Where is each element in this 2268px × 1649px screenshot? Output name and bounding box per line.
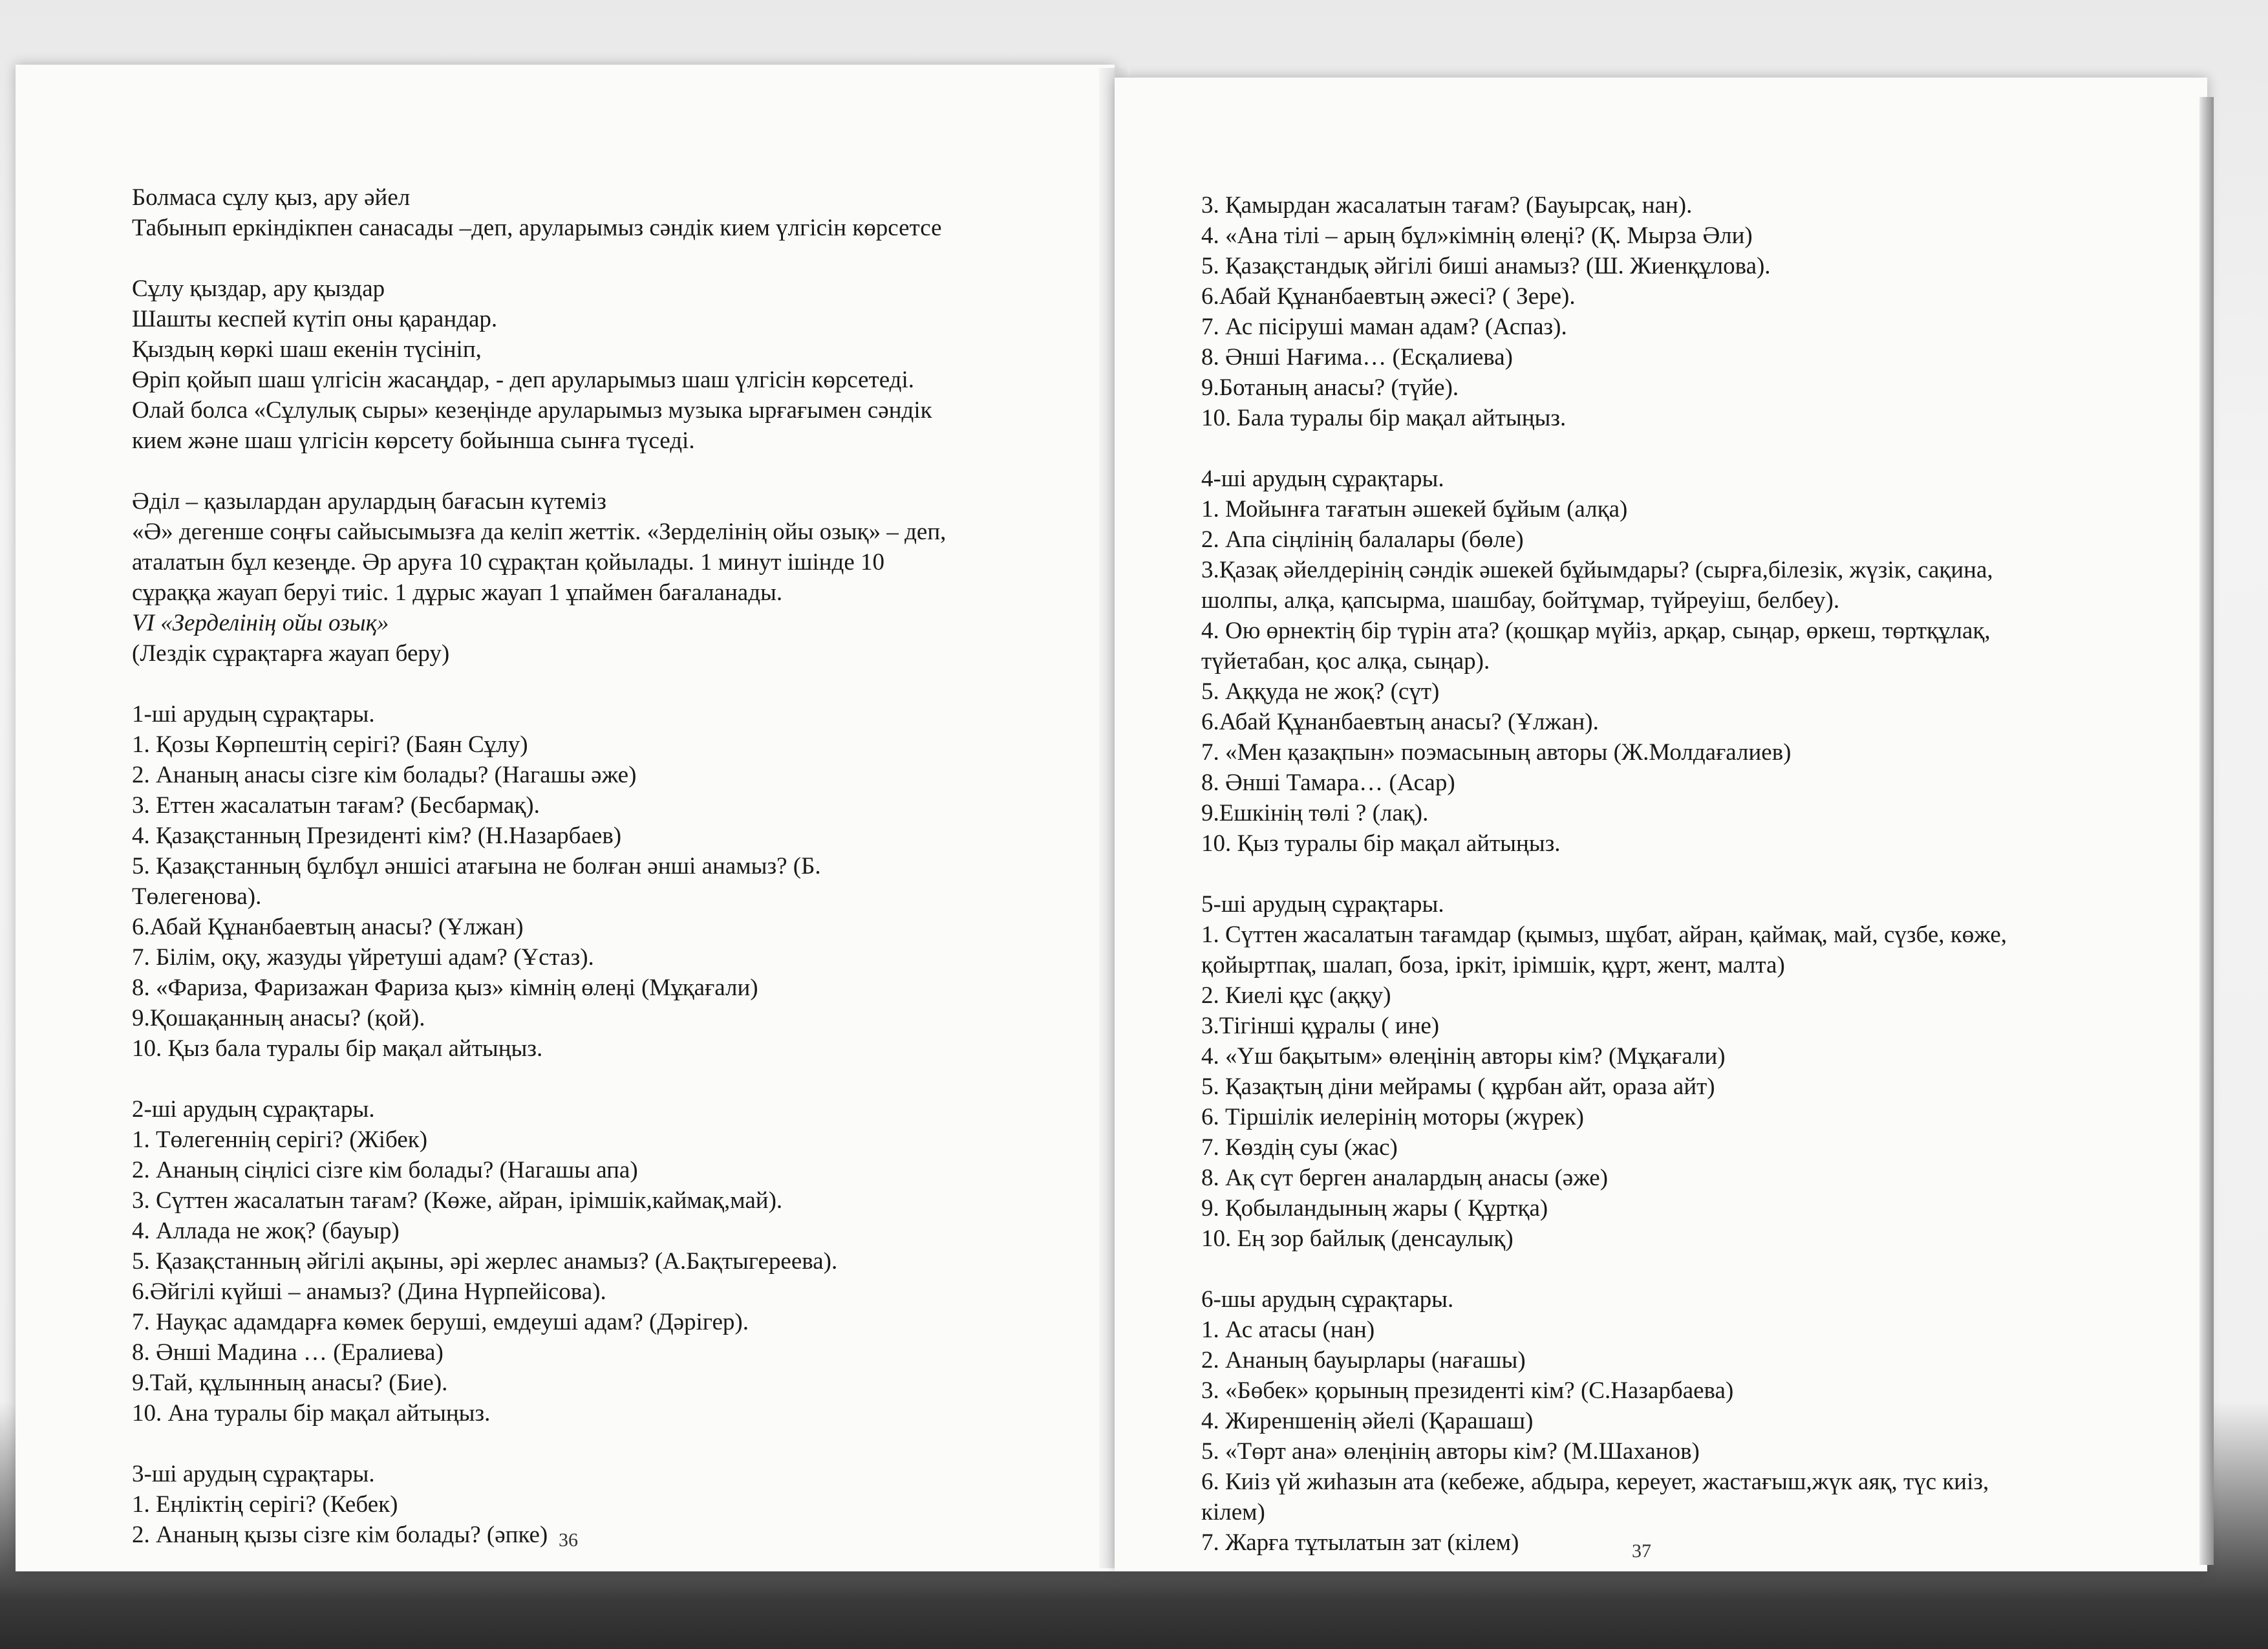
text-line: Өріп қойып шаш үлгісін жасаңдар, - деп аруларымыз шаш үлгісін көрсетеді.: [132, 367, 915, 393]
blank-line: [132, 456, 946, 486]
text-line: Олай болса «Сұлулық сыры» кезеңінде аруларымыз музыка ырғағымен сәндік: [132, 397, 932, 424]
blank-line: [1201, 859, 2007, 889]
text-line: 1. Ас атасы (нан): [1201, 1317, 1375, 1343]
text-line: 8. Әнші Тамара… (Асар): [1201, 770, 1455, 796]
text-line: кілем): [1201, 1499, 1265, 1525]
text-line: 10. Ең зор байлық (денсаулық): [1201, 1225, 1514, 1252]
text-line: 4. «Ана тілі – арың бұл»кімнің өлеңі? (Қ. Мырза Әли): [1201, 222, 1753, 249]
text-line: 2. Ананың қызы сізге кім болады? (әпке): [132, 1522, 548, 1548]
text-line: шолпы, алқа, қапсырма, шашбау, бойтұмар, түйреуіш, белбеу).: [1201, 587, 1840, 614]
text-line: аталатын бұл кезеңде. Әр аруға 10 сұрақтан қойылады. 1 минут ішінде 10: [132, 549, 885, 576]
text-line: «Ә» дегенше соңғы сайысымызға да келіп жеттік. «Зерделінің ойы озық» – деп,: [132, 519, 947, 545]
text-line: 3. Қамырдан жасалатын тағам? (Бауырсақ, нан).: [1201, 192, 1693, 219]
text-line: 1. Төлегеннің серігі? (Жібек): [132, 1126, 428, 1153]
right-page-number: 37: [1632, 1540, 1651, 1562]
text-line: 7. Науқас адамдарға көмек беруші, емдеуші адам? (Дәрігер).: [132, 1309, 749, 1335]
text-line: 10. Қыз туралы бір мақал айтыңыз.: [1201, 830, 1561, 857]
text-line: 1. Сүттен жасалатын тағамдар (қымыз, шұбат, айран, қаймақ, май, сүзбе, көже,: [1201, 921, 2007, 948]
text-line: Сұлу қыздар, ару қыздар: [132, 275, 385, 302]
left-page-text: [132, 182, 946, 1550]
text-line: 5-ші арудың сұрақтары.: [1201, 891, 1444, 918]
text-line: 5. «Төрт ана» өлеңінің авторы кім? (М.Шаханов): [1201, 1438, 1700, 1465]
text-line: қойыртпақ, шалап, боза, іркіт, ірімшік, құрт, жент, малта): [1201, 952, 1785, 978]
text-line: (Лездік сұрақтарға жауап беру): [132, 640, 450, 667]
text-line: 7. Көздің суы (жас): [1201, 1134, 1398, 1161]
text-line: 10. Қыз бала туралы бір мақал айтыңыз.: [132, 1035, 543, 1062]
text-line: 5. Аққуда не жоқ? (сүт): [1201, 678, 1440, 705]
text-line: 4-ші арудың сұрақтары.: [1201, 466, 1444, 492]
text-line: Қыздың көркі шаш екенін түсініп,: [132, 336, 482, 363]
text-line: 8. Әнші Нағима… (Есқалиева): [1201, 344, 1513, 371]
text-line: 4. Ою өрнектің бір түрін ата? (қошқар мүйіз, арқар, сыңар, өркеш, төртқұлақ,: [1201, 618, 1991, 644]
text-line: 8. Әнші Мадина … (Ералиева): [132, 1339, 444, 1366]
text-line: 9. Қобыландының жары ( Құртқа): [1201, 1195, 1548, 1222]
blank-line: [1201, 433, 2007, 464]
blank-line: [132, 243, 946, 274]
text-line: 3-ші арудың сұрақтары.: [132, 1461, 375, 1487]
text-line: Болмаса сұлу қыз, ару әйел: [132, 184, 411, 211]
right-page-text: [1201, 190, 2007, 1558]
text-line: 3.Тігінші құралы ( ине): [1201, 1013, 1440, 1039]
left-page-number: 36: [559, 1529, 578, 1551]
text-line: 2. Ананың сіңлісі сізге кім болады? (Нагашы апа): [132, 1157, 638, 1183]
blank-line: [132, 669, 946, 699]
text-line: 9.Қошақанның анасы? (қой).: [132, 1005, 425, 1031]
text-line: Төлегенова).: [132, 883, 262, 910]
text-line: 6.Әйгілі күйші – анамыз? (Дина Нүрпейісова).: [132, 1278, 606, 1305]
left-page: [16, 65, 1115, 1571]
text-line: 8. «Фариза, Фаризажан Фариза қыз» кімнің өлеңі (Мұқағали): [132, 975, 758, 1001]
text-line: 4. Қазақстанның Президенті кім? (Н.Назарбаев): [132, 823, 622, 849]
blank-line: [132, 1428, 946, 1459]
text-line: VI «Зерделінің ойы озық»: [132, 610, 389, 636]
text-line: 2. Ананың бауырлары (нағашы): [1201, 1347, 1526, 1374]
text-line: 7. Білім, оқу, жазуды үйретуші адам? (Ұстаз).: [132, 944, 594, 971]
text-line: 1. Мойынға тағатын әшекей бұйым (алқа): [1201, 496, 1628, 523]
text-line: 7. Жарға тұтылатын зат (кілем): [1201, 1529, 1519, 1556]
text-line: түйетабан, қос алқа, сыңар).: [1201, 648, 1490, 674]
text-line: 6.Абай Құнанбаевтың анасы? (Ұлжан).: [1201, 709, 1599, 735]
page-edge-stack: [2199, 97, 2214, 1565]
text-line: 10. Ана туралы бір мақал айтыңыз.: [132, 1400, 491, 1427]
text-line: 2-ші арудың сұрақтары.: [132, 1096, 375, 1123]
blank-line: [1201, 1254, 2007, 1284]
text-line: 3.Қазақ әйелдерінің сәндік әшекей бұйымдары? (сырға,білезік, жүзік, сақина,: [1201, 557, 1993, 583]
text-line: Табынып еркіндікпен санасады –деп, аруларымыз сәндік кием үлгісін көрсетсе: [132, 215, 942, 241]
text-line: 5. Қазақстанның әйгілі ақыны, әрі жерлес анамыз? (А.Бақтыгереева).: [132, 1248, 838, 1275]
text-line: 6. Киіз үй жиһазын ата (кебеже, абдыра, кереует, жастағыш,жүк аяқ, түс киіз,: [1201, 1469, 1989, 1495]
text-line: 9.Ботаның анасы? (түйе).: [1201, 374, 1459, 401]
text-line: 5. Қазақтың діни мейрамы ( құрбан айт, ораза айт): [1201, 1073, 1715, 1100]
text-line: 3. Еттен жасалатын тағам? (Бесбармақ).: [132, 792, 540, 819]
text-line: сұраққа жауап беруі тиіс. 1 дұрыс жауап 1 ұпаймен бағаланады.: [132, 579, 783, 606]
text-line: 6-шы арудың сұрақтары.: [1201, 1286, 1454, 1313]
text-line: 4. Аллада не жоқ? (бауыр): [132, 1218, 400, 1244]
text-line: 7. Ас пісіруші маман адам? (Аспаз).: [1201, 314, 1567, 340]
text-line: 9.Тай, құлынның анасы? (Бие).: [132, 1370, 448, 1396]
text-line: Әділ – қазылардан арулардың бағасын күтеміз: [132, 488, 606, 515]
text-line: Шашты кеспей күтіп оны қарандар.: [132, 306, 498, 332]
text-line: 4. Жиреншенің әйелі (Қарашаш): [1201, 1408, 1534, 1434]
text-line: 10. Бала туралы бір мақал айтыңыз.: [1201, 405, 1567, 431]
right-page: [1115, 78, 2207, 1571]
text-line: 1. Қозы Көрпештің серігі? (Баян Сұлу): [132, 731, 528, 758]
text-line: 6. Тіршілік иелерінің моторы (жүрек): [1201, 1104, 1584, 1130]
text-line: 6.Абай Құнанбаевтың анасы? (Ұлжан): [132, 914, 524, 940]
text-line: 5. Қазақстанның бұлбұл әншісі атағына не болған әнші анамыз? (Б.: [132, 853, 821, 879]
blank-line: [132, 1064, 946, 1094]
text-line: 1. Еңліктің серігі? (Кебек): [132, 1491, 398, 1518]
text-line: 6.Абай Құнанбаевтың әжесі? ( Зере).: [1201, 283, 1576, 310]
text-line: 9.Ешкінің төлі ? (лақ).: [1201, 800, 1429, 826]
text-line: 2. Ананың анасы сізге кім болады? (Нагашы әже): [132, 762, 637, 788]
text-line: кием және шаш үлгісін көрсету бойынша сынға түседі.: [132, 427, 695, 454]
text-line: 1-ші арудың сұрақтары.: [132, 701, 375, 727]
text-line: 3. «Бөбек» қорының президенті кім? (С.Назарбаева): [1201, 1377, 1734, 1404]
text-line: 3. Сүттен жасалатын тағам? (Көже, айран, ірімшік,каймақ,май).: [132, 1187, 783, 1214]
text-line: 2. Киелі құс (аққу): [1201, 982, 1391, 1009]
text-line: 5. Қазақстандық әйгілі биші анамыз? (Ш. Жиенқұлова).: [1201, 253, 1771, 279]
text-line: 7. «Мен қазақпын» поэмасының авторы (Ж.Молдағалиев): [1201, 739, 1792, 766]
text-line: 2. Апа сіңлінің балалары (бөле): [1201, 526, 1524, 553]
text-line: 4. «Үш бақытым» өлеңінің авторы кім? (Мұқағали): [1201, 1043, 1726, 1070]
text-line: 8. Ақ сүт берген аналардың анасы (әже): [1201, 1165, 1609, 1191]
